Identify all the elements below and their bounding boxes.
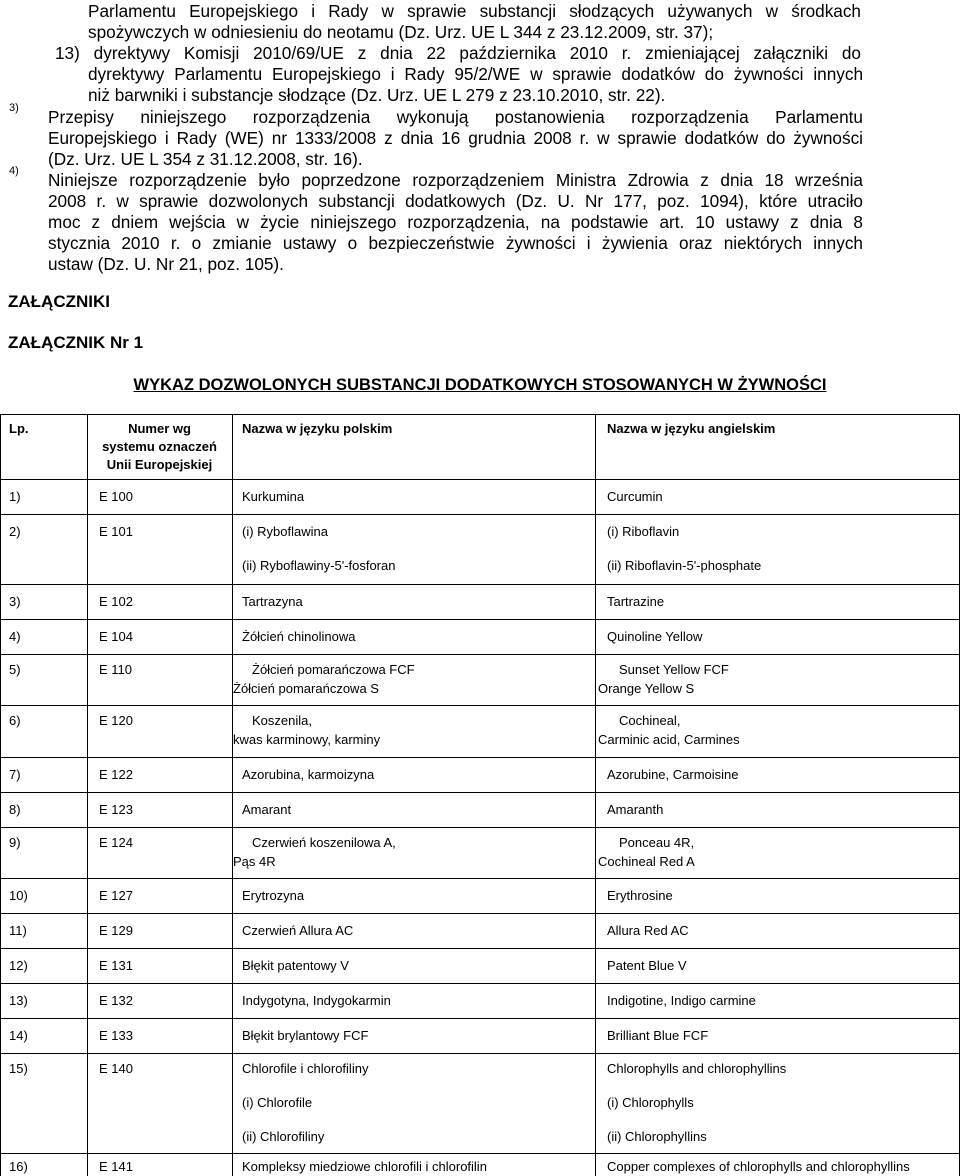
cell-english-name: Tartrazine bbox=[607, 594, 665, 609]
table-row-divider bbox=[0, 654, 960, 655]
table-row-divider bbox=[0, 1018, 960, 1019]
cell-polish-name: Indygotyna, Indygokarmin bbox=[242, 993, 391, 1008]
cell-polish-name: Chlorofile i chlorofiliny bbox=[242, 1061, 369, 1076]
cell-polish-name: (i) Ryboflawina bbox=[242, 524, 328, 539]
header-number-line: systemu oznaczeń bbox=[102, 439, 217, 454]
cell-e-number: E 110 bbox=[99, 662, 133, 677]
cell-polish-name: Pąs 4R bbox=[233, 854, 276, 869]
cell-lp: 4) bbox=[9, 629, 21, 644]
table-row-divider bbox=[0, 948, 960, 949]
footnote-line: moc z dniem wejścia w życie niniejszego rozporządzenia, na podstawie art. 10 ustawy z dnia 8 bbox=[48, 212, 863, 232]
cell-e-number: E 127 bbox=[99, 888, 133, 903]
cell-english-name: Amaranth bbox=[607, 802, 664, 817]
cell-lp: 16) bbox=[9, 1159, 28, 1174]
cell-polish-name: Amarant bbox=[242, 802, 292, 817]
table-row-divider bbox=[0, 878, 960, 879]
cell-english-name: Chlorophylls and chlorophyllins bbox=[607, 1061, 787, 1076]
table-row-divider bbox=[0, 584, 960, 585]
header-lp: Lp. bbox=[9, 421, 29, 436]
cell-polish-name: Tartrazyna bbox=[242, 594, 303, 609]
cell-polish-name: Azorubina, karmoizyna bbox=[242, 767, 375, 782]
table-border-top bbox=[0, 414, 960, 415]
cell-english-name: Brilliant Blue FCF bbox=[607, 1028, 709, 1043]
cell-lp: 13) bbox=[9, 993, 28, 1008]
header-number-line: Numer wg bbox=[128, 421, 191, 436]
footnote-line: 13) dyrektywy Komisji 2010/69/UE z dnia 22 października 2010 r. zmieniającej załączniki do bbox=[55, 43, 861, 63]
cell-english-name: Carminic acid, Carmines bbox=[598, 732, 740, 747]
cell-polish-name: Czerwień koszenilowa A, bbox=[252, 835, 396, 850]
cell-english-name: Patent Blue V bbox=[607, 958, 687, 973]
footnote-line: Europejskiego i Rady (WE) nr 1333/2008 z dnia 16 grudnia 2008 r. w sprawie dodatków do żywności bbox=[48, 128, 863, 148]
cell-lp: 2) bbox=[9, 524, 21, 539]
cell-lp: 9) bbox=[9, 835, 21, 850]
cell-english-name: Quinoline Yellow bbox=[607, 629, 703, 644]
cell-e-number: E 100 bbox=[99, 489, 133, 504]
cell-lp: 10) bbox=[9, 888, 28, 903]
column-divider bbox=[87, 414, 88, 1176]
cell-e-number: E 102 bbox=[99, 594, 133, 609]
header-number-line: Unii Europejskiej bbox=[106, 457, 213, 472]
cell-polish-name: Żółcień pomarańczowa S bbox=[233, 681, 379, 696]
table-border-left bbox=[0, 414, 1, 1176]
cell-english-name: Orange Yellow S bbox=[598, 681, 695, 696]
cell-polish-name: (ii) Ryboflawiny-5'-fosforan bbox=[242, 558, 396, 573]
cell-polish-name: kwas karminowy, karminy bbox=[233, 732, 381, 747]
cell-e-number: E 141 bbox=[99, 1159, 133, 1174]
cell-e-number: E 120 bbox=[99, 713, 133, 728]
cell-english-name: Cochineal Red A bbox=[598, 854, 695, 869]
cell-english-name: Ponceau 4R, bbox=[619, 835, 695, 850]
cell-polish-name: Błękit patentowy V bbox=[242, 958, 349, 973]
footnote-line: dyrektywy Parlamentu Europejskiego i Rady 95/2/WE w sprawie dodatków do żywności innych bbox=[88, 64, 863, 84]
cell-english-name: Cochineal, bbox=[619, 713, 681, 728]
cell-polish-name: Żółcień pomarańczowa FCF bbox=[252, 662, 415, 677]
cell-english-name: (i) Chlorophylls bbox=[607, 1095, 694, 1110]
cell-english-name: (ii) Riboflavin-5'-phosphate bbox=[607, 558, 762, 573]
footnote-line: niż barwniki i substancje słodzące (Dz. Urz. UE L 279 z 23.10.2010, str. 22). bbox=[88, 85, 666, 105]
cell-english-name: Erythrosine bbox=[607, 888, 673, 903]
cell-lp: 11) bbox=[9, 923, 27, 938]
cell-english-name: Indigotine, Indigo carmine bbox=[607, 993, 756, 1008]
table-row-divider bbox=[0, 479, 960, 480]
cell-e-number: E 131 bbox=[99, 958, 133, 973]
cell-english-name: Azorubine, Carmoisine bbox=[607, 767, 739, 782]
cell-e-number: E 140 bbox=[99, 1061, 133, 1076]
section-heading-zalaczniki: ZAŁĄCZNIKI bbox=[8, 292, 110, 311]
table-row-divider bbox=[0, 913, 960, 914]
table-row-divider bbox=[0, 792, 960, 793]
table-row-divider bbox=[0, 827, 960, 828]
header-polish-name: Nazwa w języku polskim bbox=[242, 421, 393, 436]
cell-english-name: Curcumin bbox=[607, 489, 663, 504]
cell-e-number: E 129 bbox=[99, 923, 133, 938]
footnote-marker-3: 3) bbox=[9, 102, 19, 114]
cell-e-number: E 124 bbox=[99, 835, 133, 850]
column-divider bbox=[595, 414, 596, 1176]
cell-polish-name: Koszenila, bbox=[252, 713, 312, 728]
footnote-line: (Dz. Urz. UE L 354 z 31.12.2008, str. 16). bbox=[48, 149, 363, 169]
table-row-divider bbox=[0, 1053, 960, 1054]
footnote-line: stycznia 2010 r. o zmianie ustawy o bezpieczeństwie żywności i żywienia oraz niektórych innych bbox=[48, 233, 863, 253]
footnote-line: Niniejsze rozporządzenie było poprzedzone rozporządzeniem Ministra Zdrowia z dnia 18 września bbox=[48, 170, 863, 190]
table-row-divider bbox=[0, 757, 960, 758]
cell-polish-name: Czerwień Allura AC bbox=[242, 923, 354, 938]
cell-lp: 1) bbox=[9, 489, 21, 504]
cell-english-name: Copper complexes of chlorophylls and chlorophyllins bbox=[607, 1159, 910, 1174]
cell-english-name: Allura Red AC bbox=[607, 923, 689, 938]
table-row-divider bbox=[0, 514, 960, 515]
footnote-marker-4: 4) bbox=[9, 165, 19, 177]
document-title: WYKAZ DOZWOLONYCH SUBSTANCJI DODATKOWYCH STOSOWANYCH W ŻYWNOŚCI bbox=[133, 376, 827, 394]
cell-polish-name: (i) Chlorofile bbox=[242, 1095, 313, 1110]
column-divider bbox=[232, 414, 233, 1176]
cell-lp: 14) bbox=[9, 1028, 28, 1043]
footnote-line: spożywczych w odniesieniu do neotamu (Dz. Urz. UE L 344 z 23.12.2009, str. 37); bbox=[88, 22, 714, 42]
cell-lp: 6) bbox=[9, 713, 21, 728]
cell-lp: 3) bbox=[9, 594, 21, 609]
cell-polish-name: Żółcień chinolinowa bbox=[242, 629, 356, 644]
cell-english-name: (ii) Chlorophyllins bbox=[607, 1129, 707, 1144]
cell-english-name: (i) Riboflavin bbox=[607, 524, 680, 539]
cell-polish-name: Błękit brylantowy FCF bbox=[242, 1028, 369, 1043]
cell-polish-name: Kompleksy miedziowe chlorofili i chlorofilin bbox=[242, 1159, 487, 1174]
cell-lp: 15) bbox=[9, 1061, 28, 1076]
cell-e-number: E 133 bbox=[99, 1028, 133, 1043]
cell-lp: 12) bbox=[9, 958, 28, 973]
cell-polish-name: Kurkumina bbox=[242, 489, 305, 504]
table-row-divider bbox=[0, 705, 960, 706]
cell-e-number: E 104 bbox=[99, 629, 133, 644]
cell-polish-name: Erytrozyna bbox=[242, 888, 305, 903]
cell-e-number: E 101 bbox=[99, 524, 133, 539]
table-row-divider bbox=[0, 619, 960, 620]
footnote-line: ustaw (Dz. U. Nr 21, poz. 105). bbox=[48, 254, 284, 274]
cell-polish-name: (ii) Chlorofiliny bbox=[242, 1129, 325, 1144]
table-row-divider bbox=[0, 1153, 960, 1154]
cell-e-number: E 123 bbox=[99, 802, 133, 817]
cell-english-name: Sunset Yellow FCF bbox=[619, 662, 729, 677]
cell-lp: 7) bbox=[9, 767, 21, 782]
table-row-divider bbox=[0, 983, 960, 984]
footnote-line: Parlamentu Europejskiego i Rady w sprawie substancji słodzących używanych w środkach bbox=[88, 1, 861, 21]
cell-e-number: E 122 bbox=[99, 767, 133, 782]
header-english-name: Nazwa w języku angielskim bbox=[607, 421, 776, 436]
cell-lp: 5) bbox=[9, 662, 21, 677]
cell-lp: 8) bbox=[9, 802, 21, 817]
annex-heading: ZAŁĄCZNIK Nr 1 bbox=[8, 333, 144, 352]
footnote-line: Przepisy niniejszego rozporządzenia wykonują postanowienia rozporządzenia Parlamentu bbox=[48, 107, 863, 127]
cell-e-number: E 132 bbox=[99, 993, 133, 1008]
header-number bbox=[87, 420, 232, 474]
footnote-line: 2008 r. w sprawie dozwolonych substancji dodatkowych (Dz. U. Nr 177, poz. 1094), które utraciło bbox=[48, 191, 863, 211]
